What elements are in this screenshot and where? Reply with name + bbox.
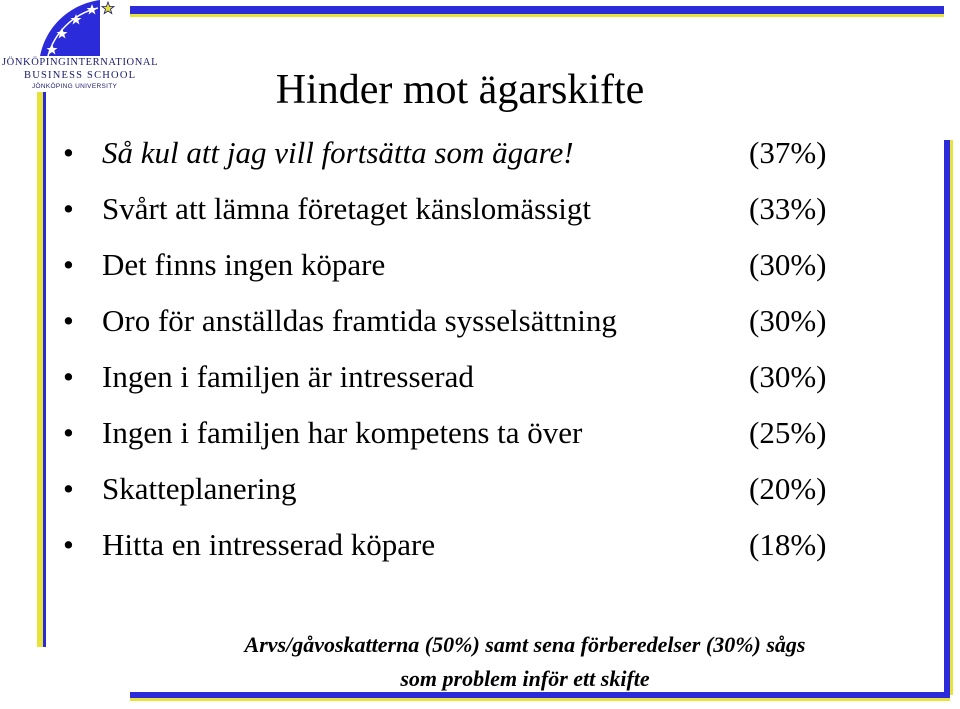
list-item-percentage: (20%) <box>749 471 827 506</box>
footer-line-2: som problem inför ett skifte <box>400 666 650 691</box>
bullet-icon: • <box>63 471 74 506</box>
list-item-text: Ingen i familjen är intresserad <box>102 359 474 394</box>
top-border-bar <box>130 6 944 14</box>
list-item-text: Svårt att lämna företaget känslomässigt <box>102 191 591 226</box>
left-border-accent <box>43 92 46 647</box>
slide-title: Hinder mot ägarskifte <box>275 67 645 113</box>
list-item-text: Oro för anställdas framtida sysselsättning <box>102 303 617 338</box>
list-item <box>63 359 863 415</box>
bullet-icon: • <box>63 247 74 282</box>
list-item <box>63 135 863 191</box>
bullet-icon: • <box>63 415 74 450</box>
reasons-list <box>63 135 863 583</box>
list-item-text: Det finns ingen köpare <box>102 247 386 282</box>
list-item-percentage: (33%) <box>749 191 827 226</box>
top-border-accent <box>130 14 944 17</box>
logo-text-line3: JÖNKÖPING UNIVERSITY <box>32 83 118 90</box>
list-item-text: Skatteplanering <box>102 471 297 506</box>
list-item-percentage: (30%) <box>749 359 827 394</box>
logo-text-line1: JÖNKÖPINGINTERNATIONAL <box>2 57 159 68</box>
footer-line-1: Arvs/gåvoskatterna (50%) samt sena förberedelser (30%) sågs <box>244 632 806 657</box>
logo-text-line2: BUSINESS SCHOOL <box>24 70 137 81</box>
list-item <box>63 191 863 247</box>
list-item-text: Ingen i familjen har kompetens ta över <box>102 415 583 450</box>
footer-note <box>130 628 920 696</box>
right-border-accent <box>950 140 953 695</box>
bottom-border-accent <box>130 698 950 701</box>
list-item <box>63 303 863 359</box>
bullet-icon: • <box>63 135 74 170</box>
eu-star-logo-icon <box>40 0 120 56</box>
list-item-text: Så kul att jag vill fortsätta som ägare! <box>102 135 574 170</box>
list-item <box>63 415 863 471</box>
bullet-icon: • <box>63 191 74 226</box>
list-item-percentage: (37%) <box>749 135 827 170</box>
list-item <box>63 471 863 527</box>
bullet-icon: • <box>63 303 74 338</box>
list-item-percentage: (30%) <box>749 303 827 338</box>
bullet-icon: • <box>63 527 74 562</box>
list-item-percentage: (25%) <box>749 415 827 450</box>
list-item <box>63 247 863 303</box>
bullet-icon: • <box>63 359 74 394</box>
list-item-percentage: (18%) <box>749 527 827 562</box>
list-item <box>63 527 863 583</box>
list-item-percentage: (30%) <box>749 247 827 282</box>
list-item-text: Hitta en intresserad köpare <box>102 527 436 562</box>
